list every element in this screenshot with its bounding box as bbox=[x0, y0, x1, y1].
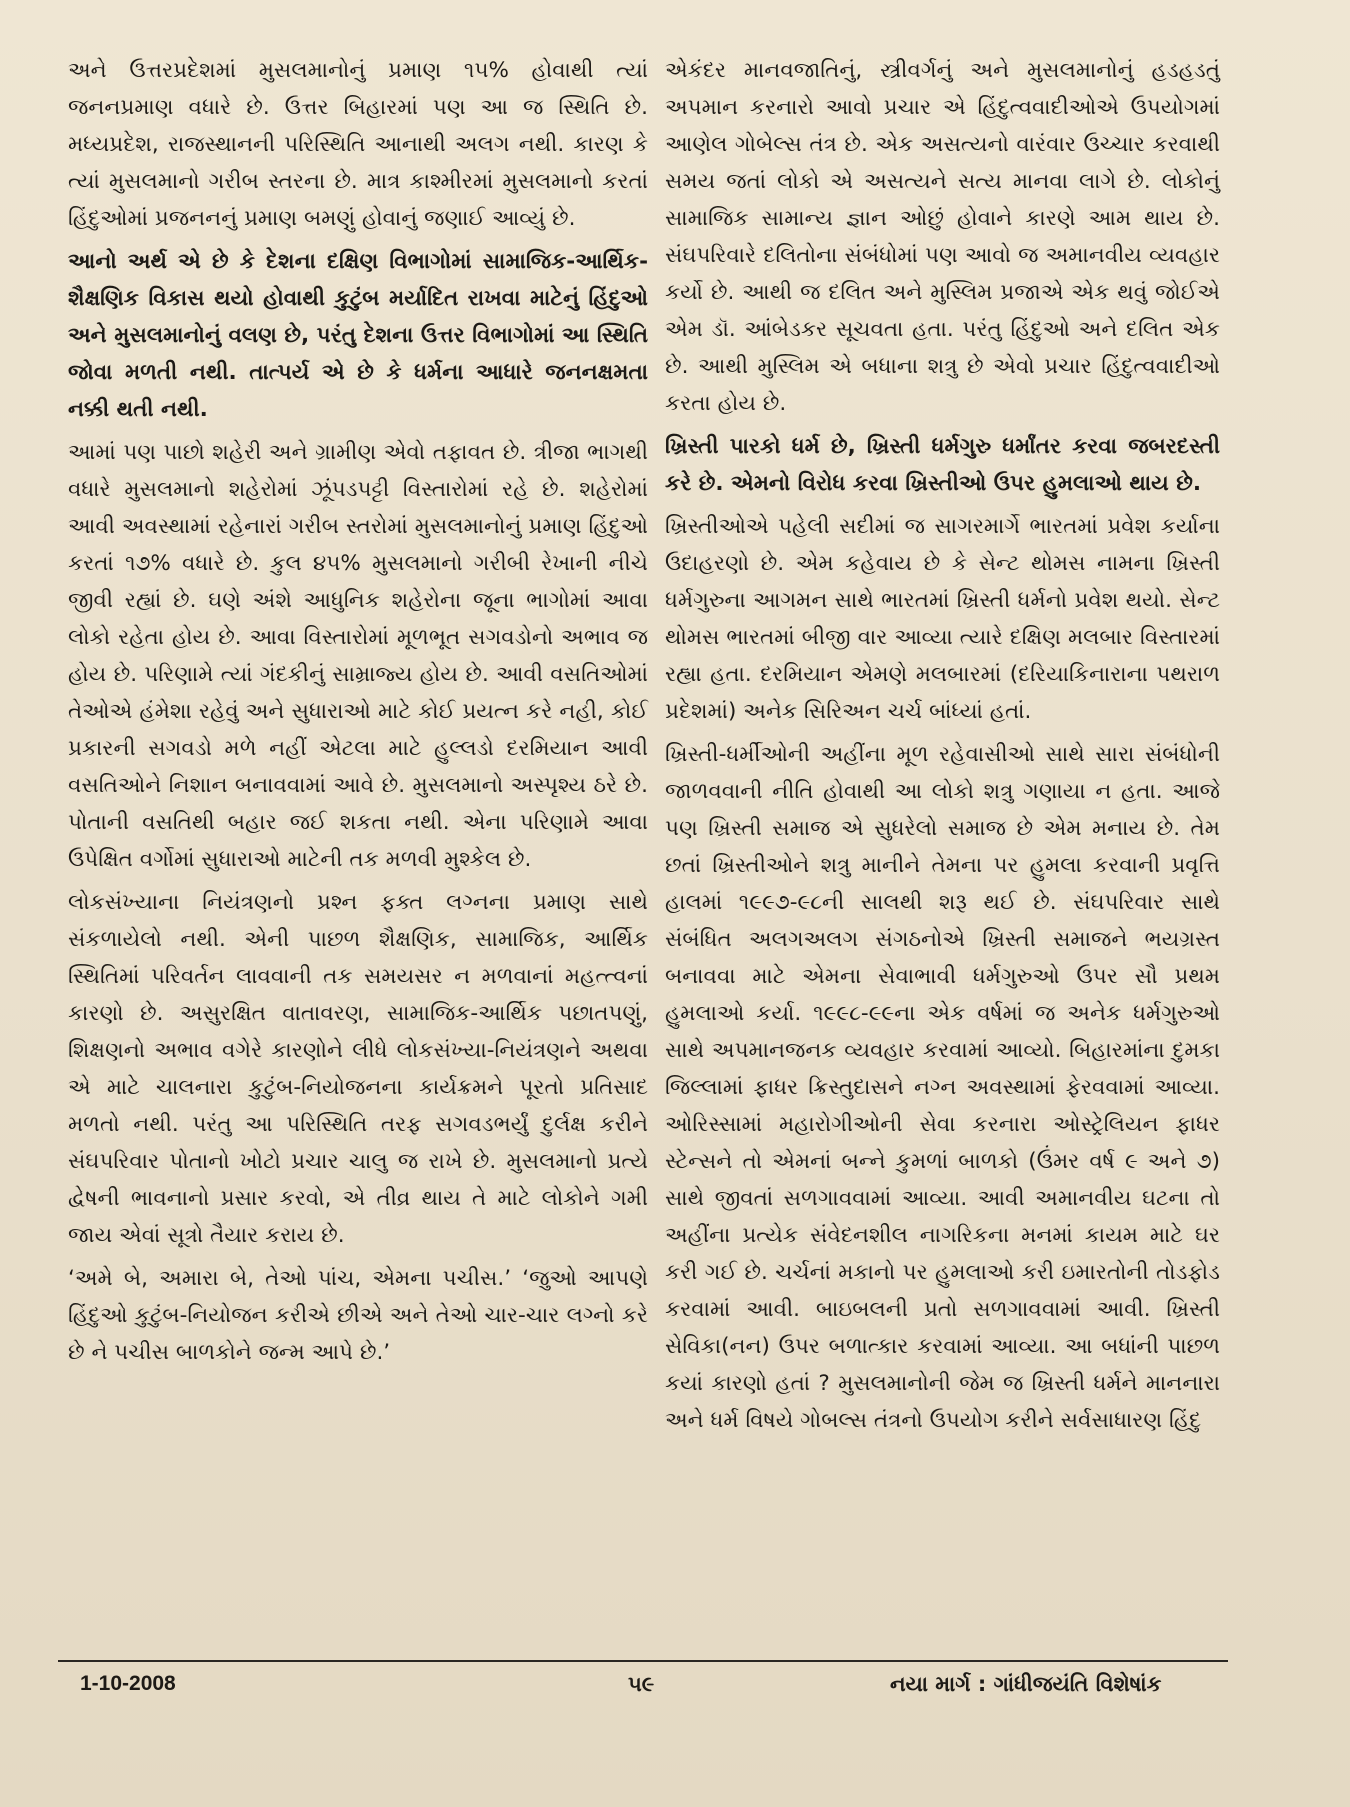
paragraph-bold: ખ્રિસ્તી પારકો ધર્મ છે, ખ્રિસ્તી ધર્મગુરુ ધર્માંતર કરવા જબરદસ્તી કરે છે. એમનો વિરોધ કરવા ખ્રિસ્તીઓ ઉપર હુમલાઓ થાય છે. bbox=[665, 434, 1220, 496]
paragraph: અને ઉત્તરપ્રદેશમાં મુસલમાનોનું પ્રમાણ ૧૫% હોવાથી ત્યાં જનનપ્રમાણ વધારે છે. ઉત્તર બિહારમાં પણ આ જ સ્થિતિ છે. મધ્યપ્રદેશ, રાજસ્થાનની પરિસ્થિતિ આનાથી અલગ નથી. કારણ કે ત્યાં મુસલમાનો ગરીબ સ્તરના છે. માત્ર કાશ્મીરમાં મુસલમાનો કરતાં હિંદુઓમાં પ્રજનનનું પ્રમાણ બમણું હોવાનું જણાઈ આવ્યું છે. bbox=[68, 58, 648, 231]
paragraph: ખ્રિસ્તીઓએ પહેલી સદીમાં જ સાગરમાર્ગે ભારતમાં પ્રવેશ કર્યાના ઉદાહરણો છે. એમ કહેવાય છે કે સેન્ટ થોમસ નામના ખ્રિસ્તી ધર્મગુરુના આગમન સાથે ભારતમાં ખ્રિસ્તી ધર્મનો પ્રવેશ થયો. સેન્ટ થોમસ ભારતમાં બીજી વાર આવ્યા ત્યારે દક્ષિણ મલબાર વિસ્તારમાં રહ્યા હતા. દરમિયાન એમણે મલબારમાં (દરિયાકિનારાના પથરાળ પ્રદેશમાં) અનેક સિરિઅન ચર્ચ બાંધ્યાં હતાં. bbox=[665, 514, 1220, 724]
paragraph: આમાં પણ પાછો શહેરી અને ગ્રામીણ એવો તફાવત છે. ત્રીજા ભાગથી વધારે મુસલમાનો શહેરોમાં ઝૂંપડપટ્ટી વિસ્તારોમાં રહે છે. શહેરોમાં આવી અવસ્થામાં રહેનારાં ગરીબ સ્તરોમાં મુસલમાનોનું પ્રમાણ હિંદુઓ કરતાં ૧૭% વધારે છે. કુલ ૪૫% મુસલમાનો ગરીબી રેખાની નીચે જીવી રહ્યાં છે. ઘણે અંશે આધુનિક શહેરોના જૂના ભાગોમાં આવા લોકો રહેતા હોય છે. આવા વિસ્તારોમાં મૂળભૂત સગવડોનો અભાવ જ હોય છે. પરિણામે ત્યાં ગંદકીનું સામ્રાજ્ય હોય છે. આવી વસતિઓમાં તેઓએ હંમેશા રહેવું અને સુધારાઓ માટે કોઈ પ્રયત્ન કરે નહી, કોઈ પ્રકારની સગવડો મળે નહીં એટલા માટે હુલ્લડો દરમિયાન આવી વસતિઓને નિશાન બનાવવામાં આવે છે. મુસલમાનો અસ્પૃશ્ય ઠરે છે. પોતાની વસતિથી બહાર જઈ શકતા નથી. એના પરિણામે આવા ઉપેક્ષિત વર્ગોમાં સુધારાઓ માટેની તક મળવી મુશ્કેલ છે. bbox=[68, 440, 648, 872]
paragraph: ખ્રિસ્તી-ધર્મીઓની અહીંના મૂળ રહેવાસીઓ સાથે સારા સંબંધોની જાળવવાની નીતિ હોવાથી આ લોકો શત્રુ ગણાયા ન હતા. આજે પણ ખ્રિસ્તી સમાજ એ સુધરેલો સમાજ છે એમ મનાય છે. તેમ છતાં ખ્રિસ્તીઓને શત્રુ માનીને તેમના પર હુમલા કરવાની પ્રવૃત્તિ હાલમાં ૧૯૯૭-૯૮ની સાલથી શરૂ થઈ છે. સંઘપરિવાર સાથે સંબંધિત અલગઅલગ સંગઠનોએ ખ્રિસ્તી સમાજને ભયગ્રસ્ત બનાવવા માટે એમના સેવાભાવી ધર્મગુરુઓ ઉપર સૌ પ્રથમ હુમલાઓ કર્યા. ૧૯૯૮-૯૯ના એક વર્ષમાં જ અનેક ધર્મગુરુઓ સાથે અપમાનજનક વ્યવહાર કરવામાં આવ્યો. બિહારમાંના દુમકા જિલ્લામાં ફાધર ક્રિસ્તુદાસને નગ્ન અવસ્થામાં ફેરવવામાં આવ્યા. ઓરિસ્સામાં મહારોગીઓની સેવા કરનારા ઓસ્ટ્રેલિયન ફાધર સ્ટેન્સને તો એમનાં બન્ને કુમળાં બાળકો (ઉંમર વર્ષ ૯ અને ૭) સાથે જીવતાં સળગાવવામાં આવ્યા. આવી અમાનવીય ઘટના તો અહીંના પ્રત્યેક સંવેદનશીલ નાગરિકના મનમાં કાયમ માટે ઘર કરી ગઈ છે. ચર્ચનાં મકાનો પર હુમલાઓ કરી ઇમારતોની તોડફોડ કરવામાં આવી. બાઇબલની પ્રતો સળગાવવામાં આવી. ખ્રિસ્તી સેવિકા(નન) ઉપર બળાત્કાર કરવામાં આવ્યા. આ બધાંની પાછળ કયાં કારણો હતાં ? મુસલમાનોની જેમ જ ખ્રિસ્તી ધર્મને માનનારા અને ધર્મ વિષયે ગોબલ્સ તંત્રનો ઉપયોગ કરીને સર્વસાધારણ હિંદુ bbox=[665, 742, 1220, 1433]
right-column bbox=[665, 52, 1220, 1445]
footer-divider bbox=[58, 1660, 1228, 1662]
paragraph: લોકસંખ્યાના નિયંત્રણનો પ્રશ્ન ફક્ત લગ્નના પ્રમાણ સાથે સંકળાયેલો નથી. એની પાછળ શૈક્ષણિક, સામાજિક, આર્થિક સ્થિતિમાં પરિવર્તન લાવવાની તક સમયસર ન મળવાનાં મહત્ત્વનાં કારણો છે. અસુરક્ષિત વાતાવરણ, સામાજિક-આર્થિક પછાતપણું, શિક્ષણનો અભાવ વગેરે કારણોને લીધે લોકસંખ્યા-નિયંત્રણને અથવા એ માટે ચાલનારા કુટુંબ-નિયોજનના કાર્યક્રમને પૂરતો પ્રતિસાદ મળતો નથી. પરંતુ આ પરિસ્થિતિ તરફ સગવડભર્યું દુર્લક્ષ કરીને સંઘપરિવાર પોતાનો ખોટો પ્રચાર ચાલુ જ રાખે છે. મુસલમાનો પ્રત્યે દ્વેષની ભાવનાનો પ્રસાર કરવો, એ તીવ્ર થાય તે માટે લોકોને ગમી જાય એવાં સૂત્રો તૈયાર કરાય છે. bbox=[68, 890, 648, 1248]
paragraph-bold: આનો અર્થ એ છે કે દેશના દક્ષિણ વિભાગોમાં સામાજિક-આર્થિક-શૈક્ષણિક વિકાસ થયો હોવાથી કુટુંબ મર્યાદિત રાખવા માટેનું હિંદુઓ અને મુસલમાનોનું વલણ છે, પરંતુ દેશના ઉત્તર વિભાગોમાં આ સ્થિતિ જોવા મળતી નથી. તાત્પર્ય એ છે કે ધર્મના આધારે જનનક્ષમતા નક્કી થતી નથી. bbox=[68, 249, 648, 422]
footer-page-number: ૫૯ bbox=[628, 1672, 655, 1696]
footer-date: 1-10-2008 bbox=[80, 1672, 176, 1695]
left-column bbox=[68, 52, 648, 1377]
paragraph-quote: ‘અમે બે, અમારા બે, તેઓ પાંચ, એમના પચીસ.’ ‘જુઓ આપણે હિંદુઓ કુટુંબ-નિયોજન કરીએ છીએ અને તેઓ ચાર-ચાર લગ્નો કરે છે ને પચીસ બાળકોને જન્મ આપે છે.’ bbox=[68, 1266, 648, 1365]
footer-magazine-title: નયા માર્ગ : ગાંધીજયંતિ વિશેષાંક bbox=[890, 1672, 1162, 1696]
paragraph: એકંદર માનવજાતિનું, સ્ત્રીવર્ગનું અને મુસલમાનોનું હડહડતું અપમાન કરનારો આવો પ્રચાર એ હિંદુત્વવાદીઓએ ઉપયોગમાં આણેલ ગોબેલ્સ તંત્ર છે. એક અસત્યનો વારંવાર ઉચ્ચાર કરવાથી સમય જતાં લોકો એ અસત્યને સત્ય માનવા લાગે છે. લોકોનું સામાજિક સામાન્ય જ્ઞાન ઓછું હોવાને કારણે આમ થાય છે. સંઘપરિવારે દલિતોના સંબંધોમાં પણ આવો જ અમાનવીય વ્યવહાર કર્યો છે. આથી જ દલિત અને મુસ્લિમ પ્રજાએ એક થવું જોઈએ એમ ડૉ. આંબેડકર સૂચવતા હતા. પરંતુ હિંદુઓ અને દલિત એક છે. આથી મુસ્લિમ એ બધાના શત્રુ છે એવો પ્રચાર હિંદુત્વવાદીઓ કરતા હોય છે. bbox=[665, 58, 1220, 416]
